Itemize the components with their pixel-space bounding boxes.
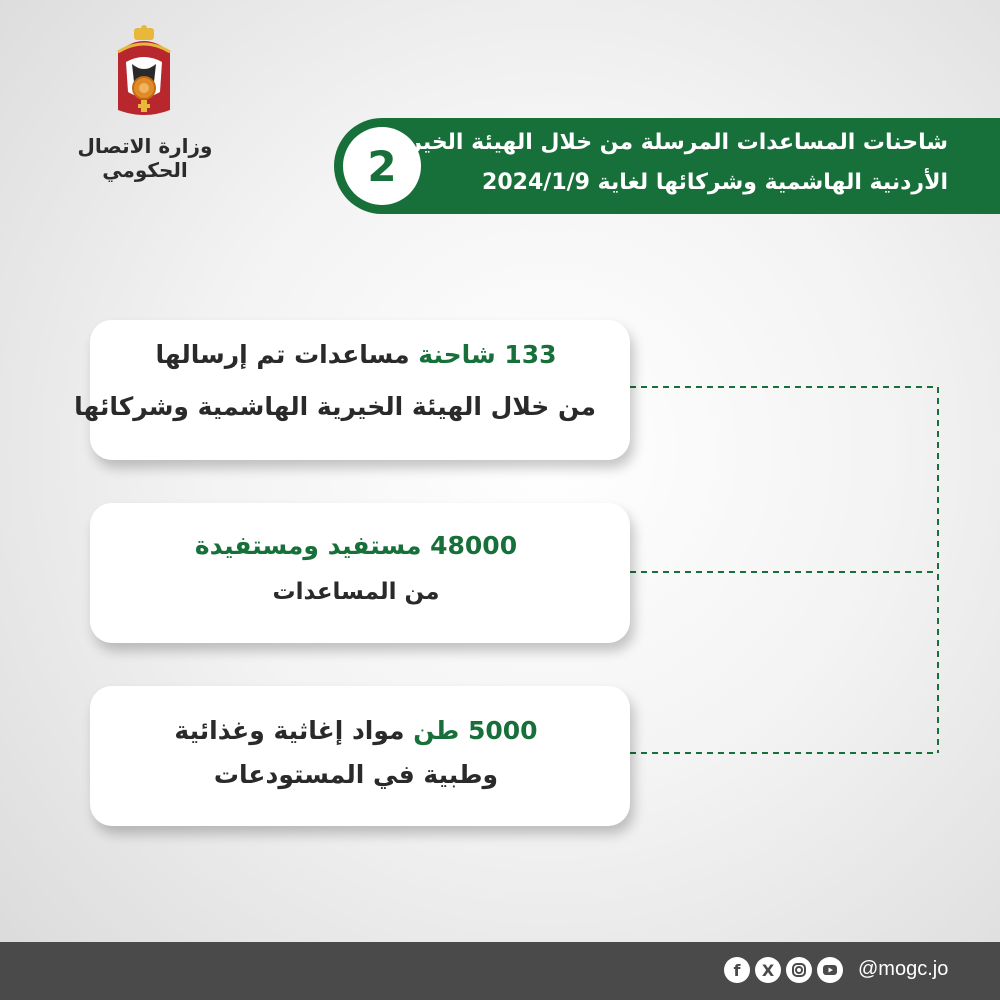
youtube-icon[interactable] [817, 957, 843, 983]
banner-title-line-1: شاحنات المساعدات المرسلة من خلال الهيئة الخيرية [387, 130, 948, 155]
banner-title-line-2: الأردنية الهاشمية وشركائها لغاية 2024/1/9 [482, 170, 948, 195]
coat-of-arms-emblem [104, 22, 184, 122]
dashed-connector [630, 385, 942, 755]
instagram-icon[interactable] [786, 957, 812, 983]
card-highlight: 133 شاحنة [418, 340, 557, 369]
card-highlight: 5000 طن [413, 716, 538, 745]
x-icon[interactable]: X [755, 957, 781, 983]
stat-card-beneficiaries [90, 503, 630, 643]
facebook-icon[interactable]: f [724, 957, 750, 983]
card-line-1 [116, 531, 596, 560]
stat-card-trucks [74, 320, 630, 460]
card-line-1 [116, 716, 596, 745]
section-number-badge: 2 [343, 127, 421, 205]
card-highlight: 48000 مستفيد ومستفيدة [194, 531, 518, 560]
card-line-2: وطبية في المستودعات [213, 760, 499, 789]
ministry-name: وزارة الاتصال الحكومي [77, 134, 213, 182]
social-handle[interactable]: @mogc.jo [858, 958, 949, 980]
card-line-2: من المساعدات [272, 579, 440, 605]
card-text: مواد إغاثية وغذائية [174, 716, 414, 745]
card-line-2: من خلال الهيئة الخيرية الهاشمية وشركائها [74, 392, 596, 421]
stat-card-tons [90, 686, 630, 826]
footer-bar [0, 942, 1000, 1000]
card-text: مساعدات تم إرسالها [155, 340, 419, 369]
card-line-1 [116, 340, 596, 369]
